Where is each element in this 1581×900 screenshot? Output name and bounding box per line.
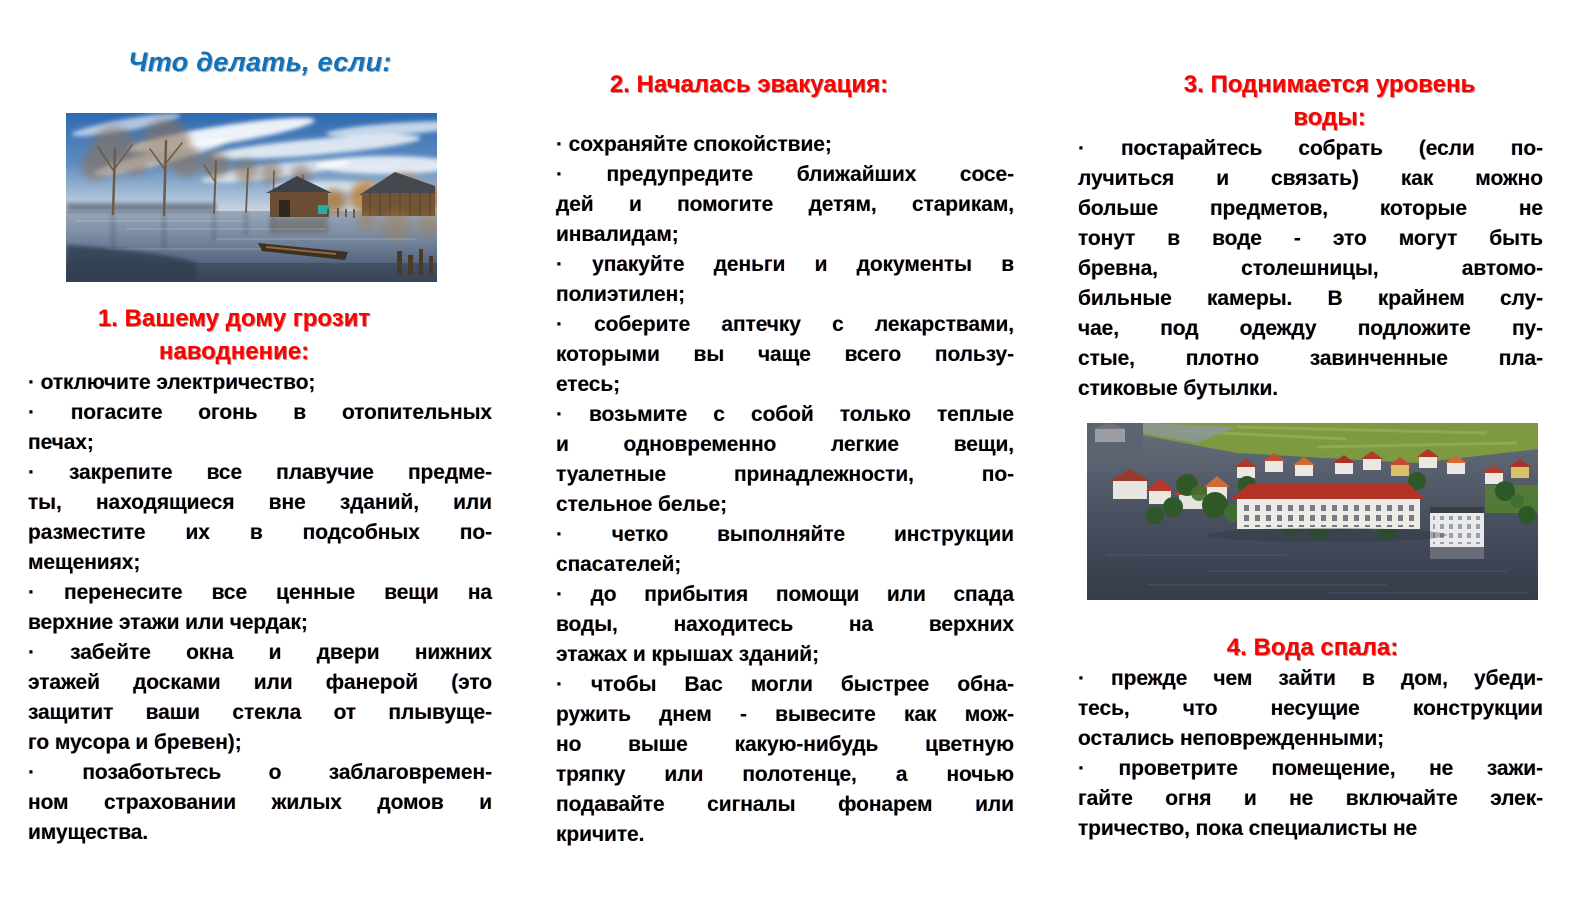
text-line: мещениях; <box>28 551 141 574</box>
bullet-item <box>28 368 492 398</box>
text-line: · закрепите все плавучие предме- <box>28 461 492 484</box>
text-line: · постарайтесь собрать (если по- <box>1078 137 1543 160</box>
text-line: · погасите огонь в отопительных <box>28 401 492 424</box>
panel-2 <box>556 0 1014 850</box>
panel-3 <box>1078 0 1543 844</box>
section-4-text <box>1078 664 1543 844</box>
text-line: спасателей; <box>556 553 682 576</box>
section-header-line: 4. Вода спала: <box>1226 634 1399 661</box>
text-line: этажах и крышах зданий; <box>556 643 819 666</box>
text-line: верхние этажи или чердак; <box>28 611 308 634</box>
section-header-line: 3. Поднимается уровень <box>1183 71 1476 98</box>
bullet-item <box>1078 664 1543 754</box>
text-line: · отключите электричество; <box>28 371 316 394</box>
bullet-item <box>28 638 492 758</box>
bullet-item <box>556 670 1014 850</box>
section-header-line: наводнение: <box>158 338 310 365</box>
flooded-town-aerial-photo <box>1087 423 1538 600</box>
text-line: чае, под одежду подложите пу- <box>1078 317 1543 340</box>
text-line: бревна, столешницы, автомо- <box>1078 257 1543 280</box>
section-2-header <box>556 68 1014 101</box>
bullet-item <box>1078 754 1543 844</box>
text-line: ты, находящиеся вне зданий, или <box>28 491 492 514</box>
text-line: го мусора и бревен); <box>28 731 242 754</box>
text-line: стиковые бутылки. <box>1078 377 1279 400</box>
text-line: · перенесите все ценные вещи на <box>28 581 492 604</box>
bullet-item <box>28 458 492 578</box>
bullet-item <box>28 398 492 458</box>
text-line: и одновременно легкие вещи, <box>556 433 1014 456</box>
bullet-item <box>28 578 492 638</box>
text-line: стые, плотно завинченные пла- <box>1078 347 1543 370</box>
section-4-header <box>1078 631 1543 664</box>
bullet-item <box>556 310 1014 400</box>
text-line: защитит ваши стекла от плывуще- <box>28 701 492 724</box>
text-line: · сохраняйте спокойствие; <box>556 133 832 156</box>
section-3-text <box>1078 134 1543 404</box>
text-line: гайте огня и не включайте элек- <box>1078 787 1543 810</box>
text-line: больше предметов, которые не <box>1078 197 1543 220</box>
section-1-text <box>28 368 492 848</box>
bullet-item <box>556 160 1014 250</box>
text-line: тряпку или полотенце, а ночью <box>556 763 1014 786</box>
section-header-line: 2. Началась эвакуация: <box>609 71 889 98</box>
section-3-header <box>1078 68 1543 134</box>
text-line: которыми вы чаще всего пользу- <box>556 343 1014 366</box>
text-line: остались неповрежденными; <box>1078 727 1385 750</box>
text-line: бильные камеры. В крайнем слу- <box>1078 287 1543 310</box>
bullet-item <box>556 250 1014 310</box>
text-line: кричите. <box>556 823 645 846</box>
text-line: ружить днем - вывесите как мож- <box>556 703 1014 726</box>
bullet-item <box>556 130 1014 160</box>
bullet-item <box>556 400 1014 520</box>
bullet-item <box>1078 134 1543 404</box>
bullet-item <box>556 520 1014 580</box>
text-line: · чтобы Вас могли быстрее обна- <box>556 673 1014 696</box>
section-header-line: воды: <box>1293 104 1366 131</box>
text-line: воды, находитесь на верхних <box>556 613 1014 636</box>
text-line: тесь, что несущие конструкции <box>1078 697 1543 720</box>
text-line: тонут в воде - это могут быть <box>1078 227 1543 250</box>
text-line: инвалидам; <box>556 223 679 246</box>
text-line: стельное белье; <box>556 493 727 516</box>
bullet-item <box>28 758 492 848</box>
section-2-text <box>556 130 1014 850</box>
flooded-town-aerial-photo-image <box>1087 423 1538 600</box>
text-line: · упакуйте деньги и документы в <box>556 253 1014 276</box>
bullet-item <box>556 580 1014 670</box>
text-line: тричество, пока специалисты не <box>1078 817 1418 840</box>
panel-1 <box>28 0 492 848</box>
text-line: · позаботьтесь о заблаговремен- <box>28 761 492 784</box>
flooded-village-photo-image <box>66 113 437 282</box>
text-line: етесь; <box>556 373 621 396</box>
text-line: дей и помогите детям, старикам, <box>556 193 1014 216</box>
text-line: туалетные принадлежности, по- <box>556 463 1014 486</box>
text-line: · соберите аптечку с лекарствами, <box>556 313 1014 336</box>
text-line: · забейте окна и двери нижних <box>28 641 492 664</box>
text-line: печах; <box>28 431 94 454</box>
text-line: · четко выполняйте инструкции <box>556 523 1014 546</box>
text-line: · проветрите помещение, не зажи- <box>1078 757 1543 780</box>
text-line: этажей досками или фанерой (это <box>28 671 492 694</box>
text-line: имущества. <box>28 821 149 844</box>
page-title: Что делать, если: <box>128 47 392 77</box>
text-line: · возьмите с собой только теплые <box>556 403 1014 426</box>
text-line: подавайте сигналы фонарем или <box>556 793 1014 816</box>
section-1-header <box>28 302 492 368</box>
text-line: · предупредите ближайших сосе- <box>556 163 1014 186</box>
flooded-village-photo <box>66 113 437 282</box>
text-line: ном страховании жилых домов и <box>28 791 492 814</box>
text-line: · до прибытия помощи или спада <box>556 583 1014 606</box>
text-line: но выше какую-нибудь цветную <box>556 733 1014 756</box>
text-line: лучиться и связать) как можно <box>1078 167 1543 190</box>
text-line: полиэтилен; <box>556 283 686 306</box>
text-line: · прежде чем зайти в дом, убеди- <box>1078 667 1543 690</box>
section-header-line: 1. Вашему дому грозит <box>97 305 371 332</box>
text-line: разместите их в подсобных по- <box>28 521 492 544</box>
